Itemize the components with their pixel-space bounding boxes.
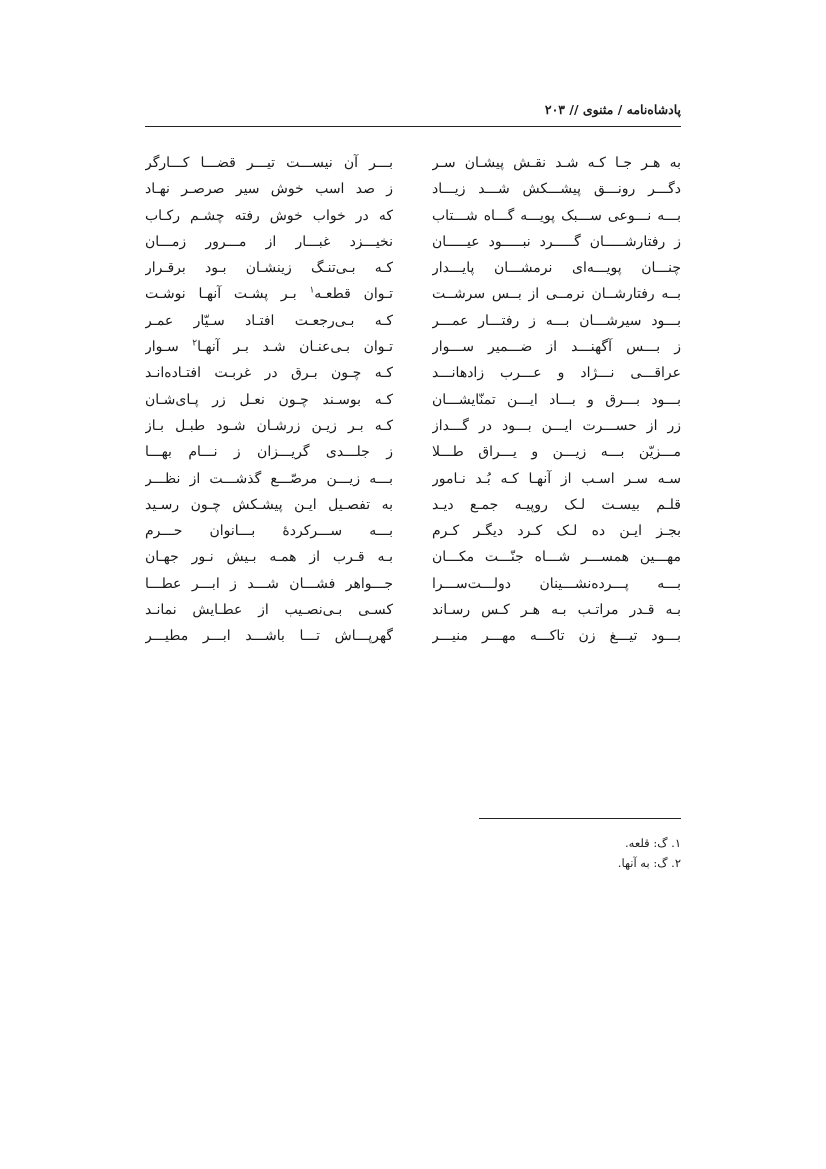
hemistich: بـــه ســـرکردهٔ بـــانوان حـــرم: [145, 523, 393, 540]
hemistich: ز صد اسب خوش سیر صرصـر نهـاد: [145, 181, 393, 198]
hemistich: جـــواهر فشـــان شـــد ز ابـــر عطـــا: [145, 575, 393, 592]
hemistich: عراقـــی نـــژاد و عـــرب زادهانـــد: [432, 365, 681, 382]
hemistich-text: تـوان قطعـه: [314, 286, 393, 303]
hemistich: کـه بـر زیـن زرشـان شـود طبـل بـاز: [145, 417, 393, 434]
hemistich: دگـــر رونـــق پیشـــکش شـــد زیـــاد: [432, 181, 681, 198]
hemistich: به تفصـیل ایـن پیشـکش چـون رسـید: [145, 496, 393, 513]
hemistich: ز رفتارشـــــان گـــــرد نبـــــود عیـــــان: [432, 233, 681, 250]
hemistich: کـه چـون بـرق در غربـت افتـاده‌انـد: [145, 365, 393, 382]
hemistich: کـه بـی‌رجعـت افتـاد سـیّار عمـر: [145, 312, 393, 329]
poem-column-left: [145, 150, 393, 650]
poem-column-right: [432, 150, 681, 650]
hemistich: بـه قـدر مراتـب بـه هـر کـس رسـاند: [432, 602, 681, 619]
footnotes: [479, 833, 681, 873]
footnote-reference-1: ۱: [309, 285, 315, 296]
footnote-2: ۲. گ: به آنها.: [617, 856, 681, 870]
hemistich-text: تـوان بـی‌عنـان شـد بـر آنهـا: [197, 339, 393, 356]
footnote-1: ۱. گ: قلعه.: [625, 836, 681, 850]
hemistich: بجـز ایـن ده لـک کـرد دیگـر کـرم: [432, 523, 681, 540]
hemistich: نخیـــزد غبـــار از مـــرور زمـــان: [145, 233, 393, 250]
hemistich: گهرپـــاش تـــا باشـــد ابـــر مطیـــر: [145, 628, 393, 645]
hemistich: مـــزیّن بـــه زیـــن و یـــراق طـــلا: [432, 444, 681, 461]
hemistich-with-footnote: [145, 281, 393, 307]
hemistich: بـــود سیرشـــان بـــه ز رفتـــار عمـــر: [432, 312, 681, 329]
hemistich: بـــه نـــوعی ســـبک پویـــه گـــاه شـــتاب: [432, 207, 681, 224]
hemistich: بـــر آن نیســـت تیـــر قضـــا کـــارگر: [145, 155, 393, 171]
hemistich: ز بـــس آگهنـــد از ضـــمیر ســـوار: [432, 339, 681, 356]
hemistich: بـــه پـــرده‌نشـــینان دولـــت‌ســـرا: [432, 575, 681, 592]
hemistich-text: سـوار: [145, 339, 193, 356]
footnote-separator: [479, 818, 681, 819]
hemistich: به هـر جـا کـه شـد نقـش پیشـان سـر: [432, 155, 681, 171]
hemistich-with-footnote: [145, 334, 393, 360]
running-header: [145, 100, 681, 127]
hemistich: زر از حســـرت ایـــن بـــود در گـــداز: [432, 417, 681, 434]
hemistich: بـــه زیـــن مرصّـــع گذشـــت از نظـــر: [145, 470, 393, 487]
hemistich: که در خواب خوش رفته چشـم رکـاب: [145, 207, 393, 224]
hemistich: ز جلـــدی گریـــزان ز نـــام بهـــا: [145, 444, 393, 461]
hemistich-text: بـر پشـت آنهـا نوشـت: [145, 286, 310, 303]
hemistich: کـه بوسـند چـون نعـل زر پـای‌شـان: [145, 391, 393, 408]
running-head-title: پادشاه‌نامه / مثنوی // ۲۰۳: [544, 102, 681, 117]
hemistich: بــه رفتارشــان نرمــی از بــس سرشــت: [432, 286, 681, 303]
hemistich: مهـــین همســـر شـــاه جنّـــت مکـــان: [432, 549, 681, 566]
hemistich: بـــود تیـــغ زن تاکـــه مهـــر منیـــر: [432, 628, 681, 645]
hemistich: کسـی بـی‌نصـیب از عطـایش نمانـد: [145, 602, 393, 619]
footnote-reference-2: ۲: [192, 338, 198, 349]
hemistich: بـــود بـــرق و بـــاد ایـــن تمنّایشـــان: [432, 391, 681, 408]
hemistich: چنـــان پویـــه‌ای نرمشـــان پایـــدار: [432, 260, 681, 277]
hemistich: بـه قـرب از همـه بـیش نـور جهـان: [145, 549, 393, 566]
hemistich: سـه سـر اسـب از آنهـا کـه بُـد نـامور: [432, 470, 681, 487]
hemistich: قلـم بیسـت لـک روپیـه جمـع دیـد: [432, 496, 681, 513]
hemistich: کـه بـی‌تنـگ زینشـان بـود برقـرار: [145, 260, 393, 277]
